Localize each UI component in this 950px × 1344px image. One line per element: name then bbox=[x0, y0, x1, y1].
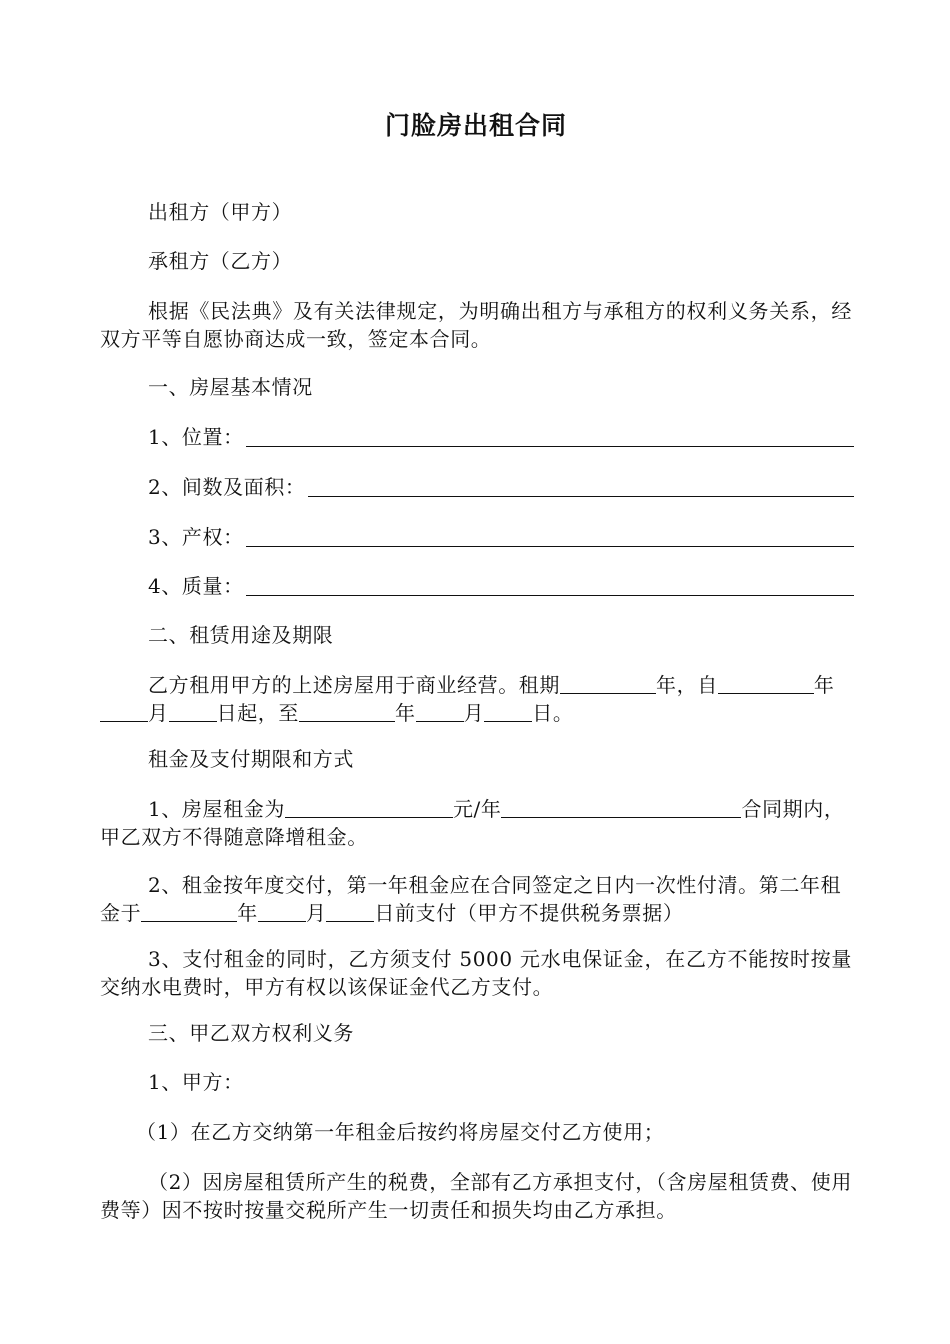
second-month-blank bbox=[258, 901, 306, 922]
second-year-blank bbox=[141, 901, 237, 922]
lessee-line: 承租方（乙方） bbox=[148, 249, 293, 273]
rooms-area-blank bbox=[308, 476, 854, 497]
end-month-blank bbox=[416, 701, 464, 722]
property-right-blank bbox=[246, 526, 854, 547]
rent-unit-text: 元/年 bbox=[452, 797, 502, 821]
party-a-heading: 1、甲方： bbox=[148, 1070, 244, 1094]
start-day-blank bbox=[169, 701, 217, 722]
rooms-area-field bbox=[148, 471, 854, 501]
second-day-blank bbox=[326, 901, 374, 922]
rent-paragraph-3: 3、支付租金的同时，乙方须支付 5000 元水电保证金，在乙方不能按时按量交纳水电费时，甲方有权以该保证金代乙方支付。 bbox=[100, 947, 852, 999]
rent-paragraph-2 bbox=[100, 871, 852, 927]
end-year-blank bbox=[299, 701, 395, 722]
rent-extra-blank bbox=[501, 797, 741, 818]
second-day-text: 日前支付（甲方不提供税务票据） bbox=[374, 901, 684, 925]
section1-heading: 一、房屋基本情况 bbox=[148, 375, 313, 399]
start-month-text: 月 bbox=[148, 701, 169, 725]
rooms-area-label: 2、间数及面积： bbox=[148, 475, 306, 499]
lease-years-blank bbox=[560, 673, 656, 694]
rent-amount-text: 1、房屋租金为 bbox=[148, 797, 285, 821]
rent-heading: 租金及支付期限和方式 bbox=[148, 747, 354, 771]
quality-field bbox=[148, 570, 854, 600]
intro-paragraph: 根据《民法典》及有关法律规定，为明确出租方与承租方的权利义务关系，经双方平等自愿协商达成一致，签定本合同。 bbox=[100, 299, 852, 351]
rent-payment-text: 2、租金按年度交付，第一年租金应在合同签定之日内一次性付清。第二年租金于 bbox=[100, 873, 842, 925]
lease-term-text: 乙方租用甲方的上述房屋用于商业经营。租期 bbox=[148, 673, 560, 697]
page-title: 门脸房出租合同 bbox=[384, 111, 567, 140]
end-year-text: 年 bbox=[395, 701, 416, 725]
location-blank bbox=[246, 426, 854, 447]
second-year-text: 年 bbox=[237, 901, 258, 925]
rent-amount-blank bbox=[285, 797, 453, 818]
start-year-text: 年 bbox=[813, 673, 835, 697]
property-right-label: 3、产权： bbox=[148, 525, 244, 549]
section3-heading: 三、甲乙双方权利义务 bbox=[148, 1021, 354, 1045]
section2-heading: 二、租赁用途及期限 bbox=[148, 623, 334, 647]
party-a-item-2: （2）因房屋租赁所产生的税费，全部有乙方承担支付，（含房屋租赁费、使用费等）因不按时按量交税所产生一切责任和损失均由乙方承担。 bbox=[100, 1170, 852, 1222]
location-label: 1、位置： bbox=[148, 425, 244, 449]
lessor-line: 出租方（甲方） bbox=[148, 200, 293, 224]
start-year-blank-a bbox=[718, 673, 766, 694]
lease-term-paragraph bbox=[100, 671, 852, 727]
lease-years-text: 年，自 bbox=[656, 673, 718, 697]
second-month-text: 月 bbox=[305, 901, 327, 925]
party-a-item-1: （1）在乙方交纳第一年租金后按约将房屋交付乙方使用； bbox=[136, 1120, 665, 1144]
end-day-blank bbox=[484, 701, 532, 722]
location-field bbox=[148, 421, 854, 451]
quality-label: 4、质量： bbox=[148, 574, 244, 598]
rent-fixed-text: 合同期内，甲乙双方不得随意降增租金。 bbox=[100, 797, 845, 849]
start-year-blank-b bbox=[766, 673, 814, 694]
end-day-text: 日。 bbox=[532, 701, 574, 725]
start-month-blank bbox=[100, 701, 148, 722]
quality-blank bbox=[246, 575, 854, 596]
end-month-text: 月 bbox=[463, 701, 485, 725]
rent-paragraph-1 bbox=[100, 795, 852, 851]
property-right-field bbox=[148, 521, 854, 551]
start-day-text: 日起，至 bbox=[216, 701, 300, 725]
